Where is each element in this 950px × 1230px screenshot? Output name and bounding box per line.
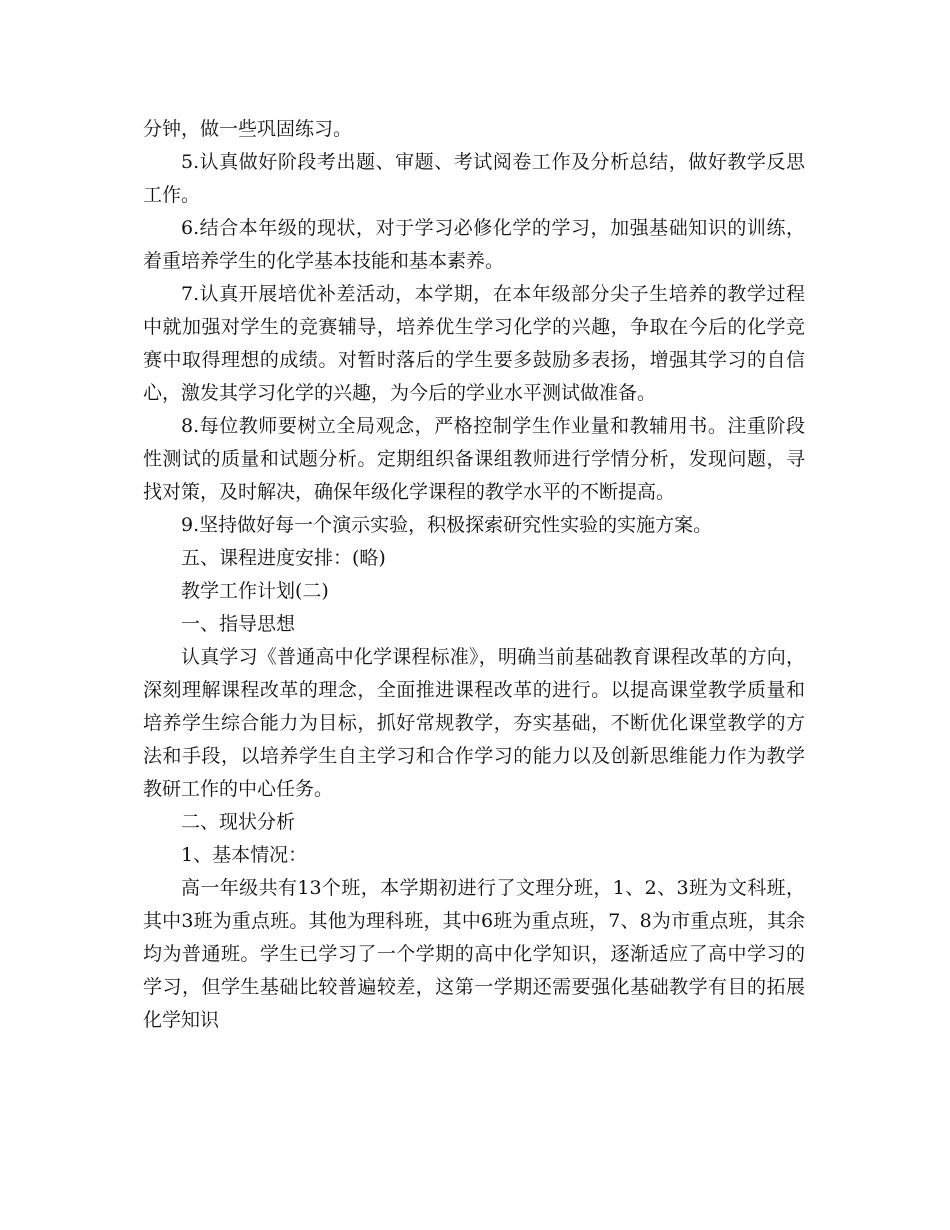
section-heading-guiding-thought: 一、指导思想 — [181, 613, 296, 635]
paragraph-item-6: 6.结合本年级的现状，对于学习必修化学的学习，加强基础知识的训练，着重培养学生的化学基本技能和基本素养。 — [143, 217, 805, 272]
paragraph-guiding-thought: 认真学习《普通高中化学课程标准》，明确当前基础教育课程改革的方向，深刻理解课程改革的理念，全面推进课程改革的进行。以提高课堂教学质量和培养学生综合能力为目标，抓好常规教学，夯实基础，不断优化课堂教学的方法和手段，以培养学生自主学习和合作学习的能力以及创新思维能力作为教学教研工作的中心任务。 — [143, 646, 805, 800]
subheading-basic-situation: 1、基本情况： — [181, 844, 308, 866]
document-body — [143, 113, 805, 1037]
plan-title: 教学工作计划(二) — [181, 580, 329, 602]
paragraph-basic-situation: 高一年级共有13个班，本学期初进行了文理分班，1、2、3班为文科班，其中3班为重点班。其他为理科班，其中6班为重点班，7、8为市重点班，其余均为普通班。学生已学习了一个学期的高中化学知识，逐渐适应了高中学习的学习，但学生基础比较普遍较差，这第一学期还需要强化基础教学有目的拓展化学知识 — [143, 877, 805, 1031]
paragraph-item-8: 8.每位教师要树立全局观念，严格控制学生作业量和教辅用书。注重阶段性测试的质量和试题分析。定期组织备课组教师进行学情分析，发现问题，寻找对策，及时解决，确保年级化学课程的教学水平的不断提高。 — [143, 415, 805, 503]
section-heading-status-analysis: 二、现状分析 — [181, 811, 296, 833]
paragraph-item-5: 5.认真做好阶段考出题、审题、考试阅卷工作及分析总结，做好教学反思工作。 — [143, 151, 805, 206]
paragraph-item-7: 7.认真开展培优补差活动，本学期，在本年级部分尖子生培养的教学过程中就加强对学生的竞赛辅导，培养优生学习化学的兴趣，争取在今后的化学竞赛中取得理想的成绩。对暂时落后的学生要多鼓励多表扬，增强其学习的自信心，激发其学习化学的兴趣，为今后的学业水平测试做准备。 — [143, 283, 805, 404]
section-heading-schedule: 五、课程进度安排：(略) — [181, 547, 386, 569]
paragraph-continuation: 分钟，做一些巩固练习。 — [143, 118, 353, 140]
paragraph-item-9: 9.坚持做好每一个演示实验，积极探索研究性实验的实施方案。 — [181, 514, 713, 536]
